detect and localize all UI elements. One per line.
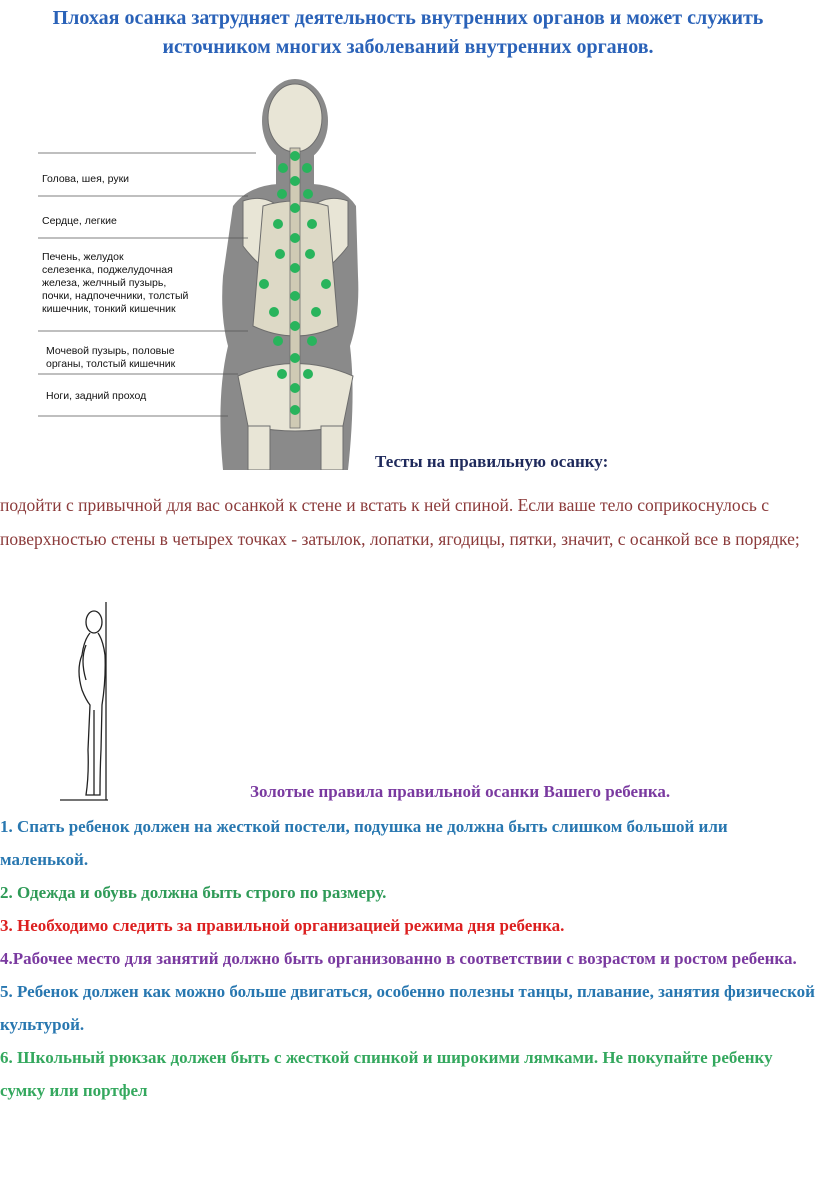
- label-heart: Сердце, легкие: [42, 215, 117, 227]
- rule-1: 1. Спать ребенок должен на жесткой постели, подушка не должна быть слишком большой или маленькой.: [0, 817, 728, 869]
- skull-icon: [268, 84, 322, 152]
- rule-5: 5. Ребенок должен как можно больше двигаться, особенно полезны танцы, плавание, занятия физической культурой.: [0, 982, 815, 1034]
- rules-heading: Золотые правила правильной осанки Вашего ребенка.: [250, 782, 671, 801]
- label-liver-4: почки, надпочечники, толстый: [42, 290, 189, 302]
- rules-list: [0, 810, 816, 1107]
- instruction-text: подойти с привычной для вас осанкой к стене и встать к ней спиной. Если ваше тело соприкоснулось с поверхностью стены в четырех точках - затылок, лопатки, ягодицы, пятки, значит, с осанкой все в порядке;: [0, 495, 800, 549]
- label-bladder-2: органы, толстый кишечник: [46, 358, 176, 370]
- spine-anatomy-figure: [38, 76, 378, 470]
- tests-heading: Тесты на правильную осанку:: [375, 452, 609, 471]
- head-icon: [86, 611, 102, 633]
- posture-wall-figure: [56, 600, 116, 805]
- rule-4: 4.Рабочее место для занятий должно быть организованно в соответствии с возрастом и ростом ребенка.: [0, 949, 797, 968]
- label-liver-3: железа, желчный пузырь,: [42, 277, 167, 289]
- rule-2: 2. Одежда и обувь должна быть строго по размеру.: [0, 883, 387, 902]
- page-title: Плохая осанка затрудняет деятельность внутренних органов и может служить источником многих заболеваний внутренних органов.: [52, 7, 764, 58]
- right-leg: [321, 426, 343, 470]
- label-legs: Ноги, задний проход: [46, 390, 147, 402]
- rule-6: 6. Школьный рюкзак должен быть с жесткой спинкой и широкими лямками. Не покупайте ребенку сумку или портфел: [0, 1048, 773, 1100]
- left-leg: [248, 426, 270, 470]
- rule-3: 3. Необходимо следить за правильной организацией режима дня ребенка.: [0, 916, 565, 935]
- label-head: Голова, шея, руки: [42, 173, 130, 185]
- label-liver-2: селезенка, поджелудочная: [42, 264, 173, 276]
- spine-labels: [42, 173, 189, 402]
- label-bladder-1: Мочевой пузырь, половые: [46, 345, 175, 357]
- label-liver-1: Печень, желудок: [42, 251, 124, 263]
- label-liver-5: кишечник, тонкий кишечник: [42, 303, 176, 315]
